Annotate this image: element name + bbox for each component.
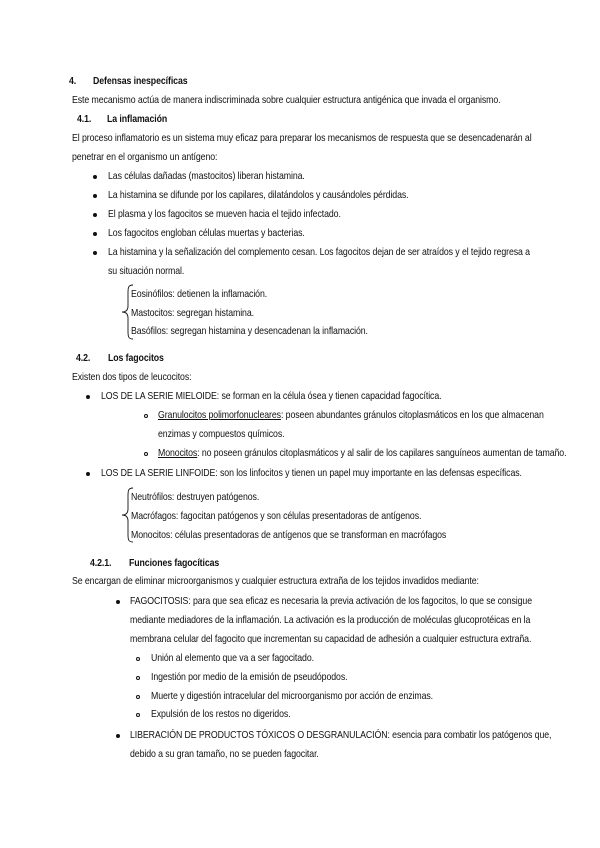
paragraph-line: El proceso inflamatorio es un sistema muy eficaz para preparar los mecanismos de respuesta que se desencadenarán al (72, 133, 532, 144)
list-item-continuation: debido a su gran tamaño, no se pueden fagocitar. (130, 749, 319, 760)
list-item: Los fagocitos engloban células muertas y bacterias. (108, 228, 305, 239)
hollow-bullet-icon (144, 414, 148, 418)
subsection-number: 4.1. (77, 114, 92, 125)
bullet-icon (93, 213, 97, 217)
brace-item: Macrófagos: fagocitan patógenos y son células presentadoras de antígenos. (131, 511, 422, 522)
list-item: Las células dañadas (mastocitos) liberan histamina. (108, 171, 305, 182)
definition: : poseen abundantes gránulos citoplasmáticos en los que almacenan (280, 410, 544, 421)
hollow-bullet-icon (136, 676, 140, 680)
sublist-item (158, 409, 544, 422)
subsection-heading: La inflamación (107, 114, 168, 125)
section-number: 4. (69, 76, 77, 87)
brace-item: Basófilos: segregan histamina y desencadenan la inflamación. (131, 326, 368, 337)
hollow-bullet-icon (144, 452, 148, 456)
list-item: LOS DE LA SERIE LINFOIDE: son los linfocitos y tienen un papel muy importante en las defensas específicas. (101, 468, 522, 479)
bullet-icon (93, 194, 97, 198)
sublist-item: Muerte y digestión intracelular del microorganismo por acción de enzimas. (151, 691, 434, 702)
subsection-heading: Los fagocitos (108, 353, 164, 364)
bullet-icon (93, 251, 97, 255)
sublist-item-continuation: enzimas y compuestos químicos. (158, 429, 285, 440)
term: Monocitos (158, 448, 198, 459)
sublist-item: Unión al elemento que va a ser fagocitado. (151, 653, 314, 664)
list-item-continuation: su situación normal. (108, 266, 185, 277)
bullet-icon (86, 472, 90, 476)
bullet-icon (116, 734, 120, 738)
bullet-icon (116, 600, 120, 604)
subsection-number: 4.2. (76, 353, 91, 364)
brace-item: Monocitos: células presentadoras de antígenos que se transforman en macrófagos (131, 530, 447, 541)
hollow-bullet-icon (136, 657, 140, 661)
sublist-item (158, 447, 566, 460)
hollow-bullet-icon (136, 713, 140, 717)
brace-item: Mastocitos: segregan histamina. (131, 308, 254, 319)
hollow-bullet-icon (136, 695, 140, 699)
paragraph: Este mecanismo actúa de manera indiscriminada sobre cualquier estructura antigénica que invada el organismo. (72, 95, 501, 106)
list-item: LIBERACIÓN DE PRODUCTOS TÓXICOS O DESGRANULACIÓN: esencia para combatir los patógenos que, (130, 730, 552, 741)
subsubsection-heading: Funciones fagocíticas (129, 558, 220, 569)
bullet-icon (93, 232, 97, 236)
list-item: LOS DE LA SERIE MIELOIDE: se forman en la célula ósea y tienen capacidad fagocítica. (101, 391, 442, 402)
term: Granulocitos polimorfonucleares (158, 410, 281, 421)
list-item: La histamina se difunde por los capilares, dilatándolos y causándoles pérdidas. (108, 190, 409, 201)
list-item: FAGOCITOSIS: para que sea eficaz es necesaria la previa activación de los fagocitos, lo que se consigue (130, 596, 533, 607)
bullet-icon (86, 395, 90, 399)
paragraph: Existen dos tipos de leucocitos: (72, 372, 192, 383)
list-item-continuation: membrana celular del fagocito que incrementan su capacidad de adhesión a cualquier estructura extraña. (130, 634, 532, 645)
list-item: El plasma y los fagocitos se mueven hacia el tejido infectado. (108, 209, 341, 220)
brace-item: Neutrófilos: destruyen patógenos. (131, 492, 260, 503)
sublist-item: Expulsión de los restos no digeridos. (151, 709, 291, 720)
brace-item: Eosinófilos: detienen la inflamación. (131, 289, 268, 300)
bullet-icon (93, 175, 97, 179)
list-item: La histamina y la señalización del complemento cesan. Los fagocitos dejan de ser atraídos y el tejido regresa a (108, 247, 530, 258)
section-heading: Defensas inespecíficas (93, 76, 188, 87)
paragraph-line: penetrar en el organismo un antígeno: (72, 152, 218, 163)
definition: : no poseen gránulos citoplasmáticos y al salir de los capilares sanguíneos aumentan de tamaño. (197, 448, 567, 459)
sublist-item: Ingestión por medio de la emisión de pseudópodos. (151, 672, 348, 683)
list-item-continuation: mediante mediadores de la inflamación. La activación es la producción de moléculas glucoprotéicas en la (130, 615, 531, 626)
paragraph: Se encargan de eliminar microorganismos y cualquier estructura extraña de los tejidos invadidos mediante: (72, 576, 479, 587)
subsubsection-number: 4.2.1. (90, 558, 112, 569)
